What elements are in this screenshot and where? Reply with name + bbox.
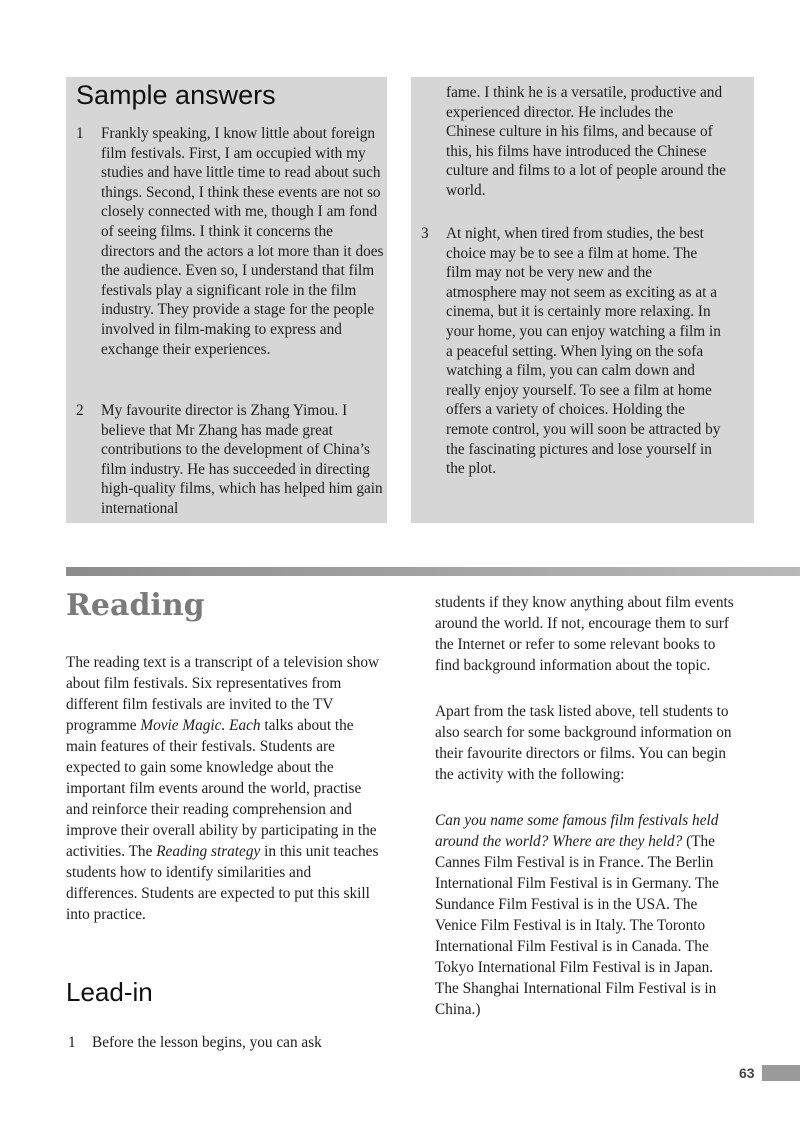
answer-1 xyxy=(76,124,386,359)
leadin-item-number: 1 xyxy=(68,1034,76,1051)
reading-intro-show-name: Movie Magic. Each xyxy=(140,717,261,734)
answer-2-text-right: fame. I think he is a versatile, productive and experienced director. He includes the Chinese culture in his films, and because of this, his films have introduced the Chinese culture and films to a lot of people around the world. xyxy=(446,84,726,199)
leadin-paragraph-2: Apart from the task listed above, tell students to also search for some background information on their favourite directors or films. You can begin the activity with the following: xyxy=(435,703,732,783)
reading-heading: Reading xyxy=(66,588,205,623)
answer-2-text-left: My favourite director is Zhang Yimou. I believe that Mr Zhang has made great contributions to the development of China’s film industry. He has succeeded in directing high-quality films, which has helped him gain international xyxy=(101,402,383,517)
answer-1-text: Frankly speaking, I know little about foreign film festivals. First, I am occupied with my studies and have little time to read about such things. Second, I think these events are not so closely connected with me, though I am fond of seeing films. I think it concerns the directors and the actors a lot more than it does the audience. Even so, I understand that film festivals play a significant role in the film industry. They provide a stage for the people involved in film-making to express and exchange their experiences. xyxy=(101,125,384,358)
leadin-continuation: students if they know anything about film events around the world. If not, encourage them to surf the Internet or refer to some relevant books to find background information about the topic. xyxy=(435,594,734,674)
answer-2 xyxy=(76,401,386,519)
answer-1-number: 1 xyxy=(76,125,84,142)
answer-3 xyxy=(421,224,726,479)
answer-3-number: 3 xyxy=(421,225,429,242)
reading-intro xyxy=(66,652,382,925)
reading-intro-part-b: talks about the main features of their festivals. Students are expected to gain some knowledge about the important film events around the world, practise and reinforce their reading comprehension and improve their overall ability by participating in the activities. The xyxy=(66,717,377,860)
answer-2-number: 2 xyxy=(76,402,84,419)
section-divider xyxy=(66,567,800,576)
reading-intro-strategy: Reading strategy xyxy=(156,843,261,860)
sample-answers-title: Sample answers xyxy=(76,80,276,110)
page-number-bar xyxy=(762,1065,800,1081)
leadin-heading: Lead-in xyxy=(66,977,153,1007)
answer-3-text: At night, when tired from studies, the best choice may be to see a film at home. The film may not be very new and the atmosphere may not seem as exciting as at a cinema, but it is certainly more relaxing. In your home, you can enjoy watching a film in a peaceful setting. When lying on the sofa watching a film, you can calm down and really enjoy yourself. To see a film at home offers a variety of choices. Holding the remote control, you will soon be attracted by the fascinating pictures and lose yourself in the plot. xyxy=(446,225,721,478)
page-number: 63 xyxy=(739,1065,755,1081)
leadin-answer: (The Cannes Film Festival is in France. The Berlin International Film Festival is in Germany. The Sundance Film Festival is in the USA. The Venice Film Festival is in Italy. The Toronto International Film Festival is in Canada. The Tokyo International Film Festival is in Japan. The Shanghai International Film Festival is in China.) xyxy=(435,833,719,1018)
leadin-item-1 xyxy=(68,1032,322,1053)
leadin-question-paragraph xyxy=(435,810,735,1020)
reading-intro-part-a: The reading text is a transcript of a television show about film festivals. Six representatives from different film festivals are invited to the TV programme xyxy=(66,654,380,734)
reading-intro-part-c: in this unit teaches students how to identify similarities and differences. Students are expected to put this skill into practice. xyxy=(66,843,379,923)
answer-2-continued xyxy=(421,83,726,201)
leadin-question: Can you name some famous film festivals held around the world? Where are they held? xyxy=(435,812,719,850)
leadin-item-text: Before the lesson begins, you can ask xyxy=(92,1034,322,1051)
